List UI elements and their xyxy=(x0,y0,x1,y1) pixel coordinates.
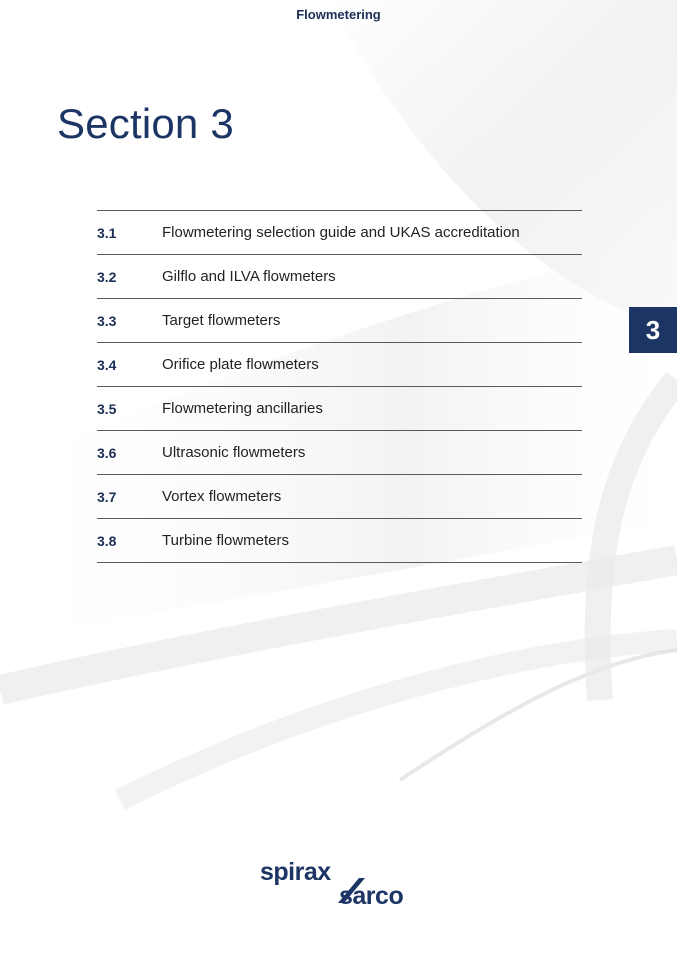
toc-number: 3.3 xyxy=(97,312,117,329)
toc-number: 3.4 xyxy=(97,356,117,373)
toc-row[interactable] xyxy=(97,387,582,431)
toc-label: Turbine flowmeters xyxy=(162,532,289,549)
spirax-sarco-logo xyxy=(260,858,430,930)
logo-word-spirax: spirax xyxy=(260,858,331,886)
toc-number: 3.6 xyxy=(97,444,117,461)
toc-label: Gilflo and ILVA flowmeters xyxy=(162,268,336,285)
toc-row[interactable] xyxy=(97,343,582,387)
table-of-contents xyxy=(97,210,582,563)
toc-row[interactable] xyxy=(97,475,582,519)
toc-label: Flowmetering selection guide and UKAS accreditation xyxy=(162,224,520,241)
page-header-title: Flowmetering xyxy=(296,7,381,22)
toc-number: 3.2 xyxy=(97,268,117,285)
toc-label: Vortex flowmeters xyxy=(162,488,282,505)
toc-number: 3.8 xyxy=(97,532,117,549)
toc-row[interactable] xyxy=(97,519,582,563)
toc-row[interactable] xyxy=(97,211,582,255)
toc-row[interactable] xyxy=(97,299,582,343)
toc-row[interactable] xyxy=(97,431,582,475)
toc-label: Ultrasonic flowmeters xyxy=(162,444,306,461)
toc-label: Orifice plate flowmeters xyxy=(162,356,319,373)
toc-number: 3.7 xyxy=(97,488,117,505)
section-tab: 3 xyxy=(629,307,677,353)
toc-label: Target flowmeters xyxy=(162,312,281,329)
toc-row[interactable] xyxy=(97,255,582,299)
section-title: Section 3 xyxy=(57,100,234,147)
toc-label: Flowmetering ancillaries xyxy=(162,400,323,417)
logo-word-sarco: sarco xyxy=(339,882,404,910)
toc-number: 3.5 xyxy=(97,400,117,417)
toc-number: 3.1 xyxy=(97,224,117,241)
